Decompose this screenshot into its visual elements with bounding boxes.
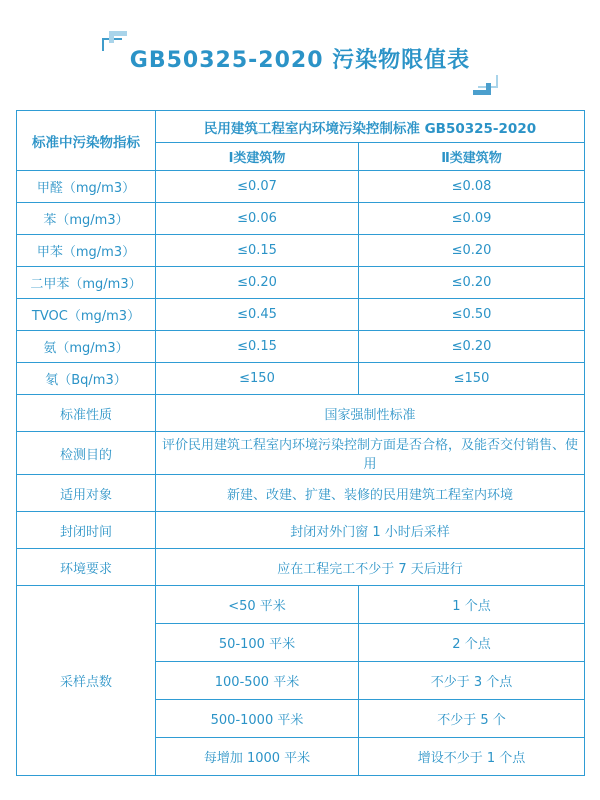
info-value-cell: 新建、改建、扩建、装修的民用建筑工程室内环境: [156, 475, 585, 512]
sampling-area-cell: 100-500 平米: [156, 662, 359, 700]
class2-limit-cell: ≤0.20: [359, 235, 585, 267]
page-title-text: GB50325-2020 污染物限值表: [129, 48, 471, 73]
class2-limit-cell: ≤0.20: [359, 267, 585, 299]
pollutant-name-cell: 二甲苯（mg/m3）: [17, 267, 156, 299]
class1-limit-cell: ≤0.15: [156, 331, 359, 363]
sampling-points-cell: 不少于 3 个点: [359, 662, 585, 700]
pollutant-name-cell: 氡（Bq/m3）: [17, 363, 156, 395]
class1-limit-cell: ≤0.06: [156, 203, 359, 235]
info-row: [17, 432, 585, 475]
page-title: [100, 36, 500, 90]
pollutant-limits-table: [16, 110, 585, 776]
info-label-cell: 环境要求: [17, 549, 156, 586]
class2-limit-cell: ≤0.20: [359, 331, 585, 363]
class2-limit-cell: ≤0.50: [359, 299, 585, 331]
sampling-area-cell: <50 平米: [156, 586, 359, 624]
info-label-cell: 标准性质: [17, 395, 156, 432]
pollutant-row: [17, 299, 585, 331]
info-value-cell: 国家强制性标准: [156, 395, 585, 432]
info-label-cell: 适用对象: [17, 475, 156, 512]
class2-limit-cell: ≤0.09: [359, 203, 585, 235]
sampling-points-cell: 1 个点: [359, 586, 585, 624]
class1-limit-cell: ≤0.45: [156, 299, 359, 331]
pollutant-name-cell: 甲醛（mg/m3）: [17, 171, 156, 203]
info-value-cell: 应在工程完工不少于 7 天后进行: [156, 549, 585, 586]
sampling-points-cell: 增设不少于 1 个点: [359, 738, 585, 776]
title-block: [0, 36, 600, 90]
class1-limit-cell: ≤0.20: [156, 267, 359, 299]
info-row: [17, 549, 585, 586]
building-class1-header-cell: Ⅰ类建筑物: [156, 143, 359, 171]
info-value-cell: 评价民用建筑工程室内环境污染控制方面是否合格，及能否交付销售、使用: [156, 432, 585, 475]
class1-limit-cell: ≤0.07: [156, 171, 359, 203]
class2-limit-cell: ≤150: [359, 363, 585, 395]
info-row: [17, 395, 585, 432]
info-row: [17, 512, 585, 549]
pollutant-name-cell: 甲苯（mg/m3）: [17, 235, 156, 267]
title-corner-topleft-decoration: [102, 38, 122, 51]
info-value-cell: 封闭对外门窗 1 小时后采样: [156, 512, 585, 549]
sampling-points-cell: 2 个点: [359, 624, 585, 662]
info-label-cell: 封闭时间: [17, 512, 156, 549]
class1-limit-cell: ≤150: [156, 363, 359, 395]
pollutant-row: [17, 203, 585, 235]
pollutant-name-cell: 苯（mg/m3）: [17, 203, 156, 235]
title-corner-bottomright-decoration: [478, 75, 498, 88]
sampling-area-cell: 每增加 1000 平米: [156, 738, 359, 776]
sampling-area-cell: 500-1000 平米: [156, 700, 359, 738]
pollutant-row: [17, 363, 585, 395]
pollutant-row: [17, 267, 585, 299]
info-row: [17, 475, 585, 512]
pollutant-name-cell: TVOC（mg/m3）: [17, 299, 156, 331]
header-row-standard: [17, 111, 585, 143]
building-class2-header-cell: Ⅱ类建筑物: [359, 143, 585, 171]
sampling-row: [17, 586, 585, 624]
info-label-cell: 检测目的: [17, 432, 156, 475]
sampling-points-cell: 不少于 5 个: [359, 700, 585, 738]
sampling-label-cell: 采样点数: [17, 586, 156, 776]
pollutant-row: [17, 235, 585, 267]
standard-header-cell: 民用建筑工程室内环境污染控制标准 GB50325-2020: [156, 111, 585, 143]
indicator-header-cell: 标准中污染物指标: [17, 111, 156, 171]
class2-limit-cell: ≤0.08: [359, 171, 585, 203]
sampling-area-cell: 50-100 平米: [156, 624, 359, 662]
pollutant-name-cell: 氨（mg/m3）: [17, 331, 156, 363]
class1-limit-cell: ≤0.15: [156, 235, 359, 267]
pollutant-row: [17, 331, 585, 363]
pollutant-row: [17, 171, 585, 203]
